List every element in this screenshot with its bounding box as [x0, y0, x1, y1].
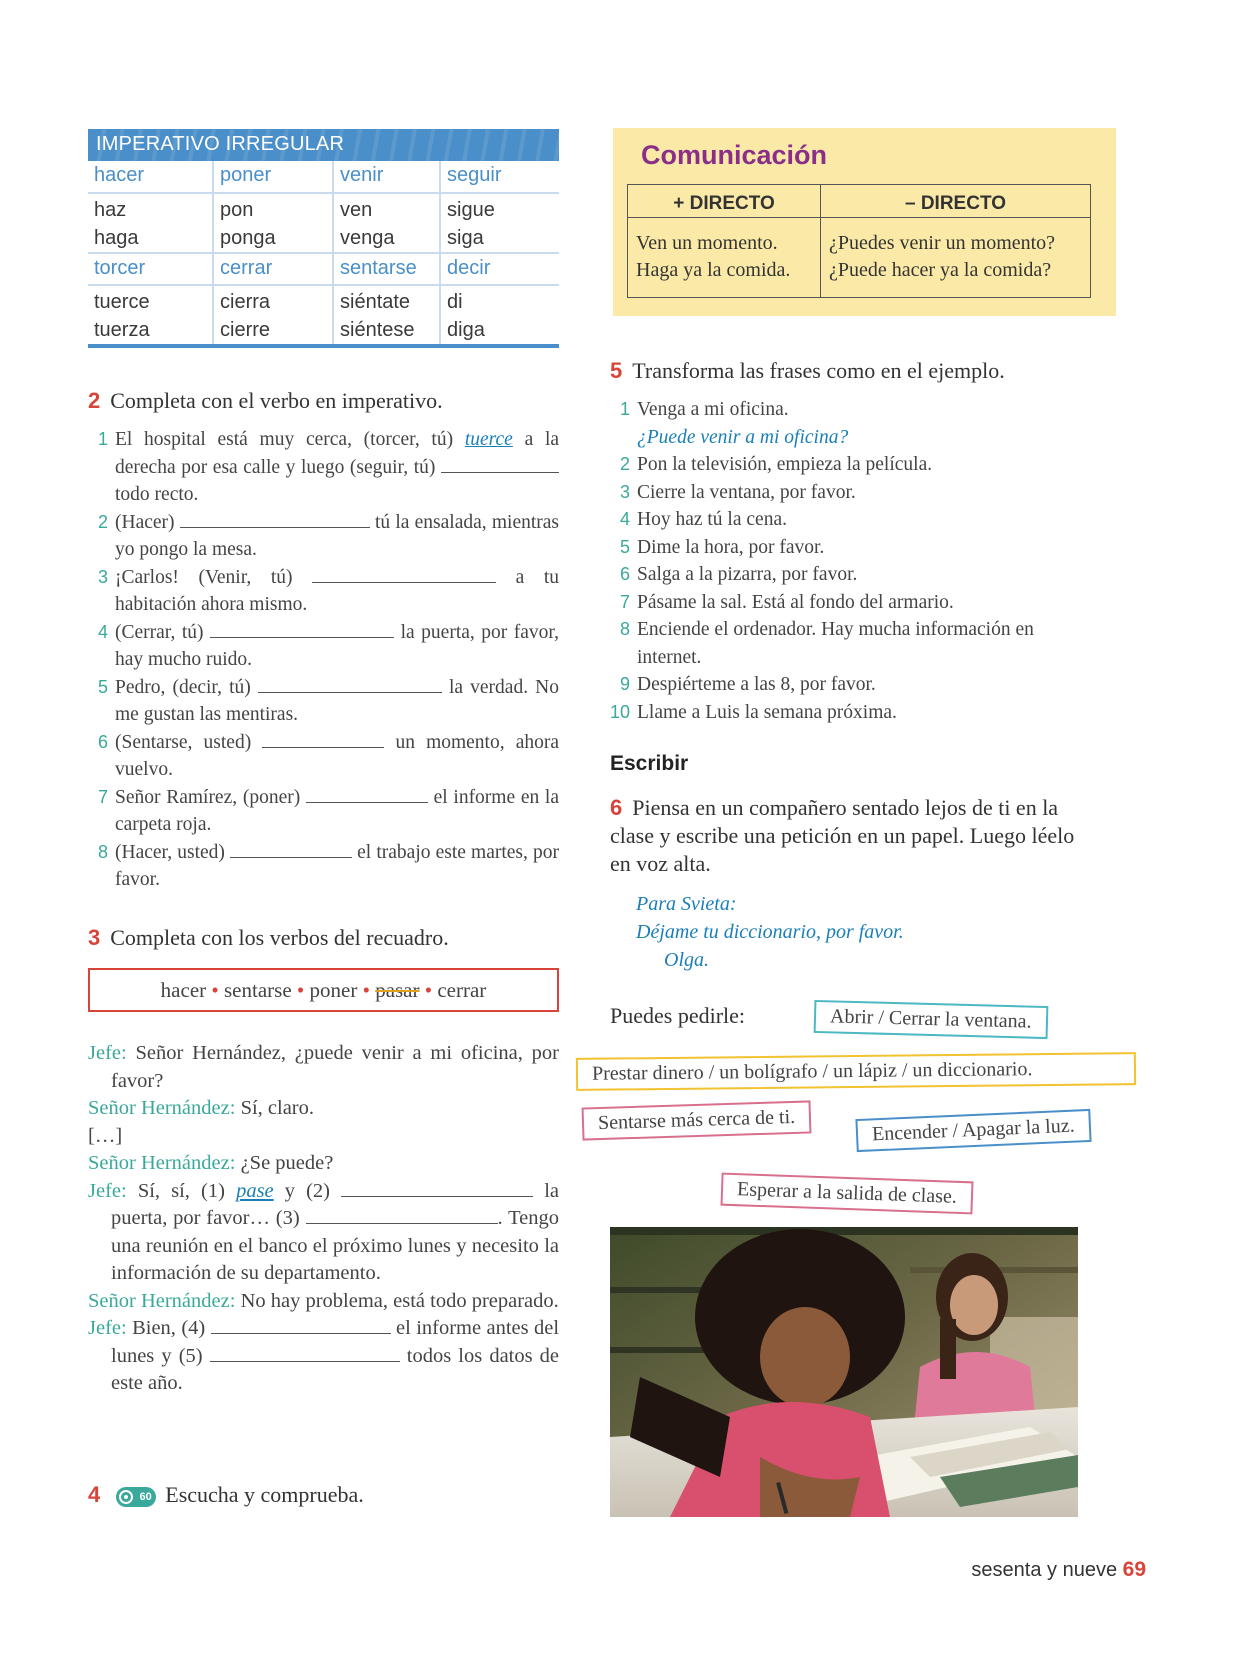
page-number-words: sesenta y nueve — [971, 1559, 1118, 1581]
answer-blank[interactable] — [306, 785, 428, 803]
dialogue-line: Jefe: Señor Hernández, ¿puede venir a mi oficina, por favor? — [88, 1042, 559, 1092]
form-cell: pon ponga — [213, 193, 333, 253]
verb-cell: hacer — [88, 161, 213, 193]
column-header: – DIRECTO — [821, 185, 1091, 218]
dialogue — [88, 1040, 559, 1398]
communication-table — [627, 184, 1091, 298]
form-cell: haz haga — [88, 193, 213, 253]
dialogue-line: Señor Hernández: Sí, claro. — [88, 1097, 315, 1119]
table-row — [88, 193, 559, 253]
exercise-5-heading: 5 Transforma las frases como en el ejemplo. — [610, 358, 1005, 383]
verb-cell: venir — [333, 161, 440, 193]
exercise-5-list — [610, 396, 1100, 726]
dialogue-line: Jefe: Bien, (4) el informe antes del lunes y (5) todos los datos de este año. — [88, 1317, 560, 1394]
list-item: 3 ¡Carlos! (Venir, tú) a tu habitación ahora mismo. — [98, 566, 560, 615]
exercise-2-list — [88, 426, 559, 894]
form-cell: di diga — [440, 285, 559, 346]
list-item: 1 Venga a mi oficina. — [620, 399, 789, 420]
list-item: 6 (Sentarse, usted) un momento, ahora vuelvo. — [98, 731, 560, 780]
table-cell: Ven un momento. Haga ya la comida. — [628, 218, 821, 298]
exercise-2-heading: 2 Completa con el verbo en imperativo. — [88, 388, 443, 413]
form-cell: sigue siga — [440, 193, 559, 253]
exercise-4-heading: 4 60 Escucha y comprueba. — [88, 1482, 364, 1507]
answer-blank[interactable] — [258, 675, 442, 693]
prompt-label: Puedes pedirle: — [610, 1003, 746, 1028]
list-item: 5 Pedro, (decir, tú) la verdad. No me gustan las mentiras. — [98, 676, 559, 725]
answer-blank[interactable] — [230, 840, 352, 858]
answer-example: tuerce — [464, 429, 513, 450]
list-item: 4 Hoy haz tú la cena. — [620, 509, 787, 530]
list-item: 6 Salga a la pizarra, por favor. — [620, 564, 858, 585]
list-item: 1 El hospital está muy cerca, (torcer, tú) tuerce a la derecha por esa calle y luego (seguir, tú) todo recto. — [98, 429, 560, 505]
communication-box — [613, 128, 1116, 316]
request-slip: Prestar dinero / un bolígrafo / un lápiz / un diccionario. — [576, 1052, 1136, 1091]
list-item: 2 (Hacer) tú la ensalada, mientras yo pongo la mesa. — [98, 511, 560, 560]
answer-blank[interactable] — [210, 620, 394, 638]
answer-example: pase — [236, 1179, 274, 1202]
communication-title: Comunicación — [641, 140, 828, 170]
table-row — [88, 285, 559, 346]
answer-blank[interactable] — [180, 510, 370, 528]
request-slip: Abrir / Cerrar la ventana. — [814, 1000, 1048, 1039]
verb-cell: torcer — [88, 253, 213, 285]
request-slip: Esperar a la salida de clase. — [721, 1173, 974, 1215]
answer-blank[interactable] — [341, 1179, 533, 1197]
table-row — [88, 253, 559, 285]
exercise-6-heading: 6 Piensa en un compañero sentado lejos de ti en la clase y escribe una petición en un papel. Luego léelo en voz alta. — [610, 795, 1075, 876]
list-item — [610, 424, 1100, 452]
form-cell: siéntate siéntese — [333, 285, 440, 346]
list-item: 5 Dime la hora, por favor. — [620, 536, 825, 558]
list-item: 8 Enciende el ordenador. Hay mucha información en internet. — [620, 619, 1034, 668]
list-item: 10 Llame a Luis la semana próxima. — [610, 701, 897, 723]
list-item: 3 Cierre la ventana, por favor. — [620, 481, 856, 503]
table-title: IMPERATIVO IRREGULAR — [88, 129, 559, 161]
example-note: Para Svieta: Déjame tu diccionario, por favor. Olga. — [636, 893, 904, 971]
answer-blank[interactable] — [306, 1206, 498, 1224]
page-footer — [971, 1558, 1146, 1582]
example-answer: ¿Puede venir a mi oficina? — [637, 426, 849, 448]
table-cell: ¿Puedes venir un momento? ¿Puede hacer ya la comida? — [821, 218, 1091, 298]
verb-cell: sentarse — [333, 253, 440, 285]
verb-cell: poner — [213, 161, 333, 193]
form-cell: ven venga — [333, 193, 440, 253]
used-word: pasar — [375, 978, 420, 1002]
word-box: hacer • sentarse • poner • pasar • cerrar — [88, 968, 559, 1012]
column-header: + DIRECTO — [628, 185, 821, 218]
students-photo — [610, 1227, 1078, 1517]
imperative-table — [88, 129, 559, 348]
dialogue-line: […] — [88, 1124, 123, 1147]
verb-cell: decir — [440, 253, 559, 285]
answer-blank[interactable] — [262, 730, 384, 748]
form-cell: cierra cierre — [213, 285, 333, 346]
verb-cell: seguir — [440, 161, 559, 193]
list-item: 9 Despiérteme a las 8, por favor. — [620, 674, 876, 695]
answer-blank[interactable] — [312, 565, 496, 583]
answer-blank[interactable] — [441, 455, 559, 473]
request-slip: Encender / Apagar la luz. — [855, 1109, 1091, 1152]
list-item: 7 Señor Ramírez, (poner) el informe en la carpeta roja. — [98, 786, 560, 835]
verb-cell: cerrar — [213, 253, 333, 285]
audio-track-icon[interactable]: 60 — [116, 1487, 156, 1507]
form-cell: tuerce tuerza — [88, 285, 213, 346]
request-slip: Sentarse más cerca de ti. — [582, 1100, 812, 1140]
dialogue-line: Señor Hernández: ¿Se puede? — [88, 1152, 334, 1174]
page-number: 69 — [1122, 1558, 1146, 1581]
section-heading: Escribir — [610, 752, 689, 775]
list-item: 7 Pásame la sal. Está al fondo del armario. — [620, 591, 954, 613]
dialogue-line: Señor Hernández: No hay problema, está todo preparado. — [88, 1289, 559, 1312]
answer-blank[interactable] — [210, 1344, 400, 1362]
dialogue-line: Jefe: Sí, sí, (1) pase y (2) la puerta, por favor… (3) . Tengo una reunión en el banco el próximo lunes y necesito la información de su departamento. — [88, 1179, 560, 1284]
answer-blank[interactable] — [211, 1316, 391, 1334]
table-row — [88, 161, 559, 193]
exercise-3-heading: 3 Completa con los verbos del recuadro. — [88, 925, 449, 950]
list-item: 8 (Hacer, usted) el trabajo este martes, por favor. — [98, 841, 560, 890]
list-item: 4 (Cerrar, tú) la puerta, por favor, hay mucho ruido. — [98, 621, 560, 670]
list-item: 2 Pon la televisión, empieza la película. — [620, 454, 933, 475]
